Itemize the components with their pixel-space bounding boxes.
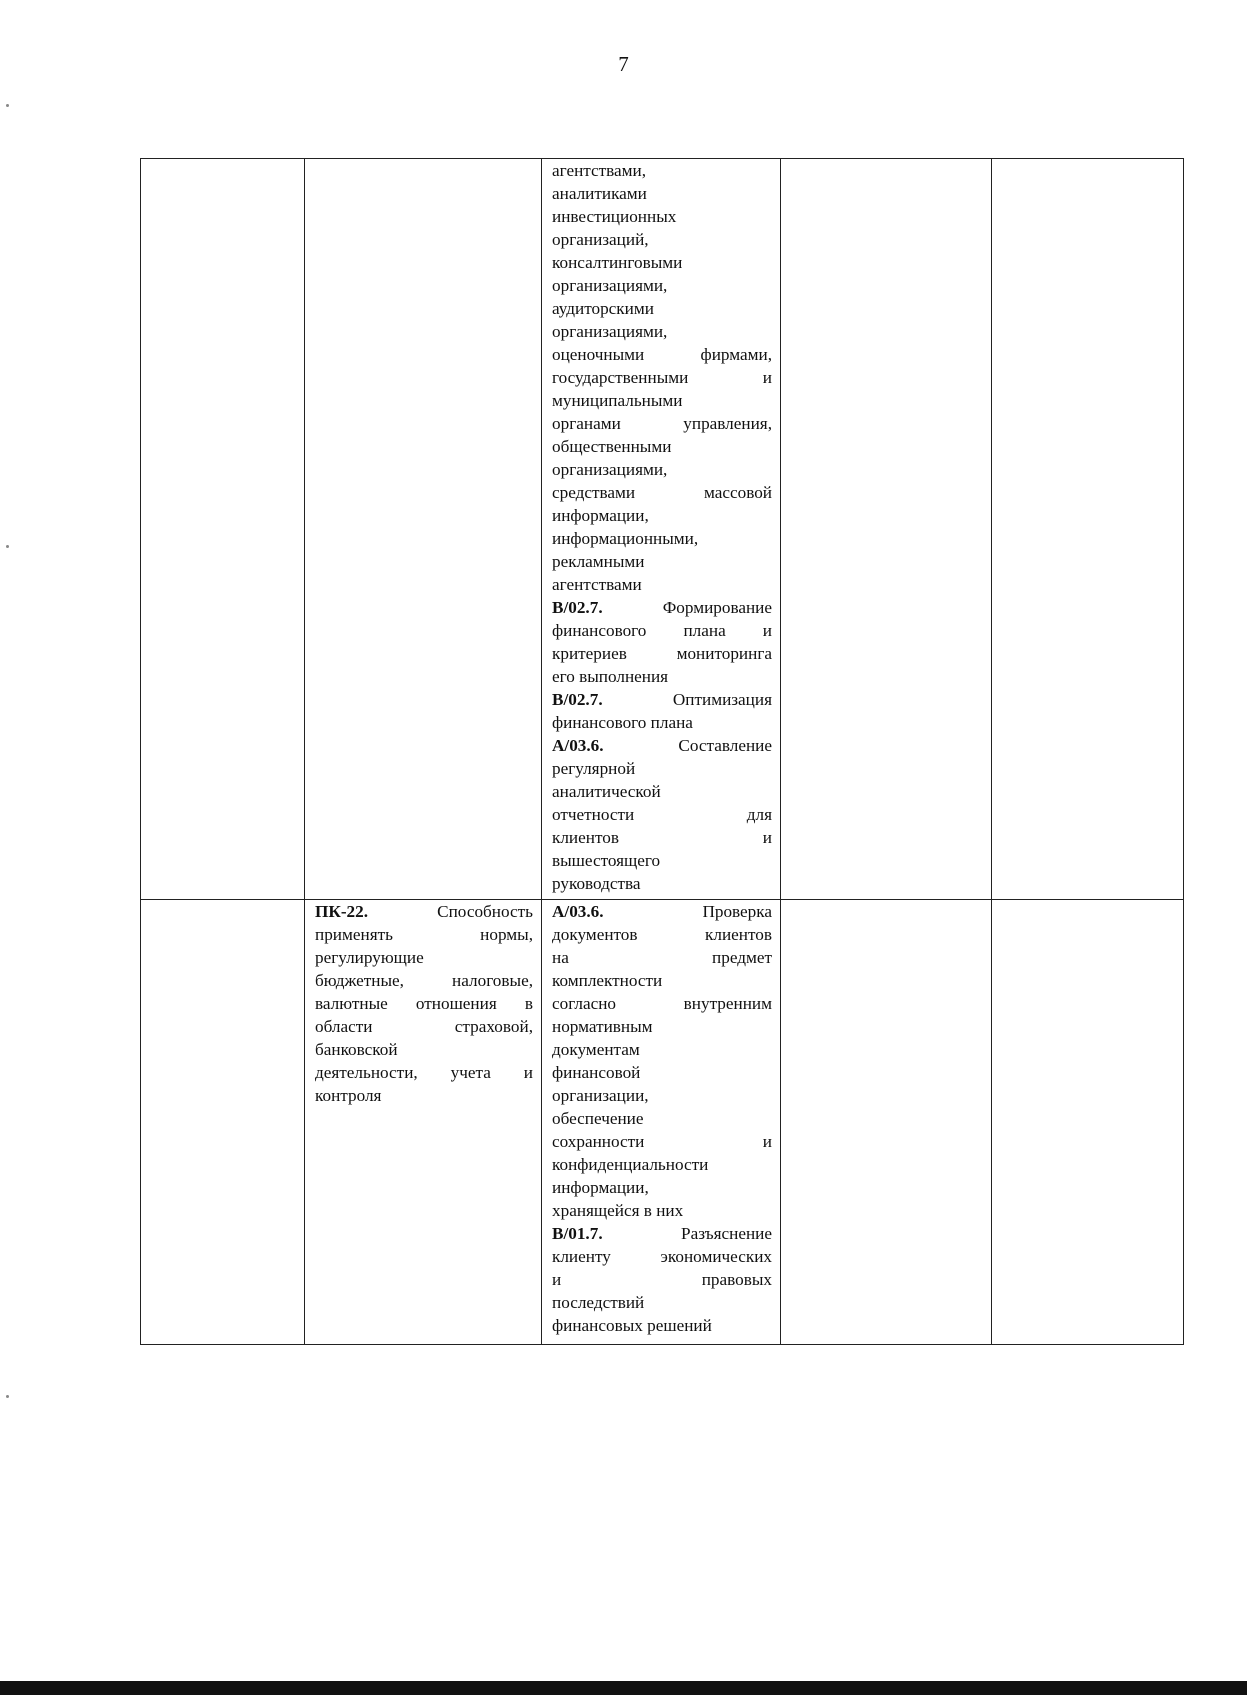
text-line: на предмет bbox=[552, 948, 772, 967]
text-line: информации, bbox=[552, 506, 649, 525]
scan-border bbox=[0, 1681, 1247, 1695]
text-line: оценочными фирмами, bbox=[552, 345, 772, 364]
text-line: руководства bbox=[552, 874, 641, 893]
text-line: финансовой bbox=[552, 1063, 641, 1082]
text-line: нормативным bbox=[552, 1017, 653, 1036]
competence-code: ПК-22. bbox=[315, 902, 369, 921]
table-cell-col1 bbox=[140, 900, 304, 1344]
text-line: банковской bbox=[315, 1040, 398, 1059]
page-number: 7 bbox=[618, 52, 629, 76]
function-code: А/03.6. bbox=[552, 736, 604, 755]
text-line: сохранности и bbox=[552, 1132, 772, 1151]
function-code: В/01.7. bbox=[552, 1224, 603, 1243]
function-heading bbox=[552, 596, 772, 619]
text-line: организаций, bbox=[552, 230, 649, 249]
text-line: агентствами, bbox=[552, 161, 647, 180]
text-line: общественными bbox=[552, 437, 672, 456]
text-line: регулярной bbox=[552, 759, 636, 778]
function-text: Формирование bbox=[662, 598, 772, 617]
function-text: Проверка bbox=[702, 902, 772, 921]
text-line: клиентов и bbox=[552, 828, 772, 847]
competence-table bbox=[140, 158, 1184, 1345]
competence-heading bbox=[315, 900, 533, 923]
text-line: информации, bbox=[552, 1178, 649, 1197]
text-line: обеспечение bbox=[552, 1109, 644, 1128]
labor-functions-cell bbox=[541, 900, 780, 1344]
text-line: аналитической bbox=[552, 782, 661, 801]
text-line: органами управления, bbox=[552, 414, 772, 433]
text-line: информационными, bbox=[552, 529, 699, 548]
table-cell-col4 bbox=[780, 900, 991, 1344]
text-line: применять нормы, bbox=[315, 925, 533, 944]
competence-cell bbox=[304, 900, 541, 1344]
text-line: организациями, bbox=[552, 460, 668, 479]
text-line: документам bbox=[552, 1040, 640, 1059]
text-line: консалтинговыми bbox=[552, 253, 683, 272]
scan-speck bbox=[6, 545, 9, 548]
text-line: финансовых решений bbox=[552, 1316, 712, 1335]
text-line: аудиторскими bbox=[552, 299, 654, 318]
text-line: вышестоящего bbox=[552, 851, 661, 870]
table-cell-col4 bbox=[780, 159, 991, 899]
text-line: бюджетные, налоговые, bbox=[315, 971, 533, 990]
text-line: контроля bbox=[315, 1086, 382, 1105]
text-line: клиенту экономических bbox=[552, 1247, 772, 1266]
text-line: области страховой, bbox=[315, 1017, 533, 1036]
text-line: регулирующие bbox=[315, 948, 424, 967]
text-line: документов клиентов bbox=[552, 925, 772, 944]
text-line: конфиденциальности bbox=[552, 1155, 709, 1174]
text-line: критериев мониторинга bbox=[552, 644, 772, 663]
table-cell-col2 bbox=[304, 159, 541, 899]
function-code: В/02.7. bbox=[552, 598, 603, 617]
function-text: Разъяснение bbox=[681, 1224, 772, 1243]
function-text: Составление bbox=[678, 736, 772, 755]
text-line: комплектности bbox=[552, 971, 663, 990]
function-heading bbox=[552, 734, 772, 757]
function-heading bbox=[552, 900, 772, 923]
table-row bbox=[140, 158, 1184, 900]
function-heading bbox=[552, 688, 772, 711]
text-line: его выполнения bbox=[552, 667, 669, 686]
text-line: организации, bbox=[552, 1086, 649, 1105]
function-code: В/02.7. bbox=[552, 690, 603, 709]
text-line: муниципальными bbox=[552, 391, 683, 410]
text-line: рекламными bbox=[552, 552, 645, 571]
text-line: государственными и bbox=[552, 368, 772, 387]
scan-speck bbox=[6, 1395, 9, 1398]
labor-functions-cell bbox=[541, 159, 780, 899]
table-row bbox=[140, 900, 1184, 1345]
text-line: средствами массовой bbox=[552, 483, 772, 502]
text-line: организациями, bbox=[552, 322, 668, 341]
text-line: согласно внутренним bbox=[552, 994, 772, 1013]
table-cell-col5 bbox=[991, 900, 1184, 1344]
text-line: и правовых bbox=[552, 1270, 772, 1289]
text-line: отчетности для bbox=[552, 805, 772, 824]
function-heading bbox=[552, 1222, 772, 1245]
text-line: инвестиционных bbox=[552, 207, 677, 226]
text-line: аналитиками bbox=[552, 184, 647, 203]
text-line: деятельности, учета и bbox=[315, 1063, 533, 1082]
text-line: хранящейся в них bbox=[552, 1201, 684, 1220]
scan-speck bbox=[6, 104, 9, 107]
text-line: последствий bbox=[552, 1293, 645, 1312]
text-line: агентствами bbox=[552, 575, 642, 594]
text-line: финансового плана bbox=[552, 713, 693, 732]
table-cell-col5 bbox=[991, 159, 1184, 899]
competence-text: Способность bbox=[437, 902, 533, 921]
function-code: А/03.6. bbox=[552, 902, 604, 921]
table-cell-col1 bbox=[140, 159, 304, 899]
text-line: организациями, bbox=[552, 276, 668, 295]
text-line: финансового плана и bbox=[552, 621, 772, 640]
function-text: Оптимизация bbox=[672, 690, 772, 709]
text-line: валютные отношения в bbox=[315, 994, 533, 1013]
